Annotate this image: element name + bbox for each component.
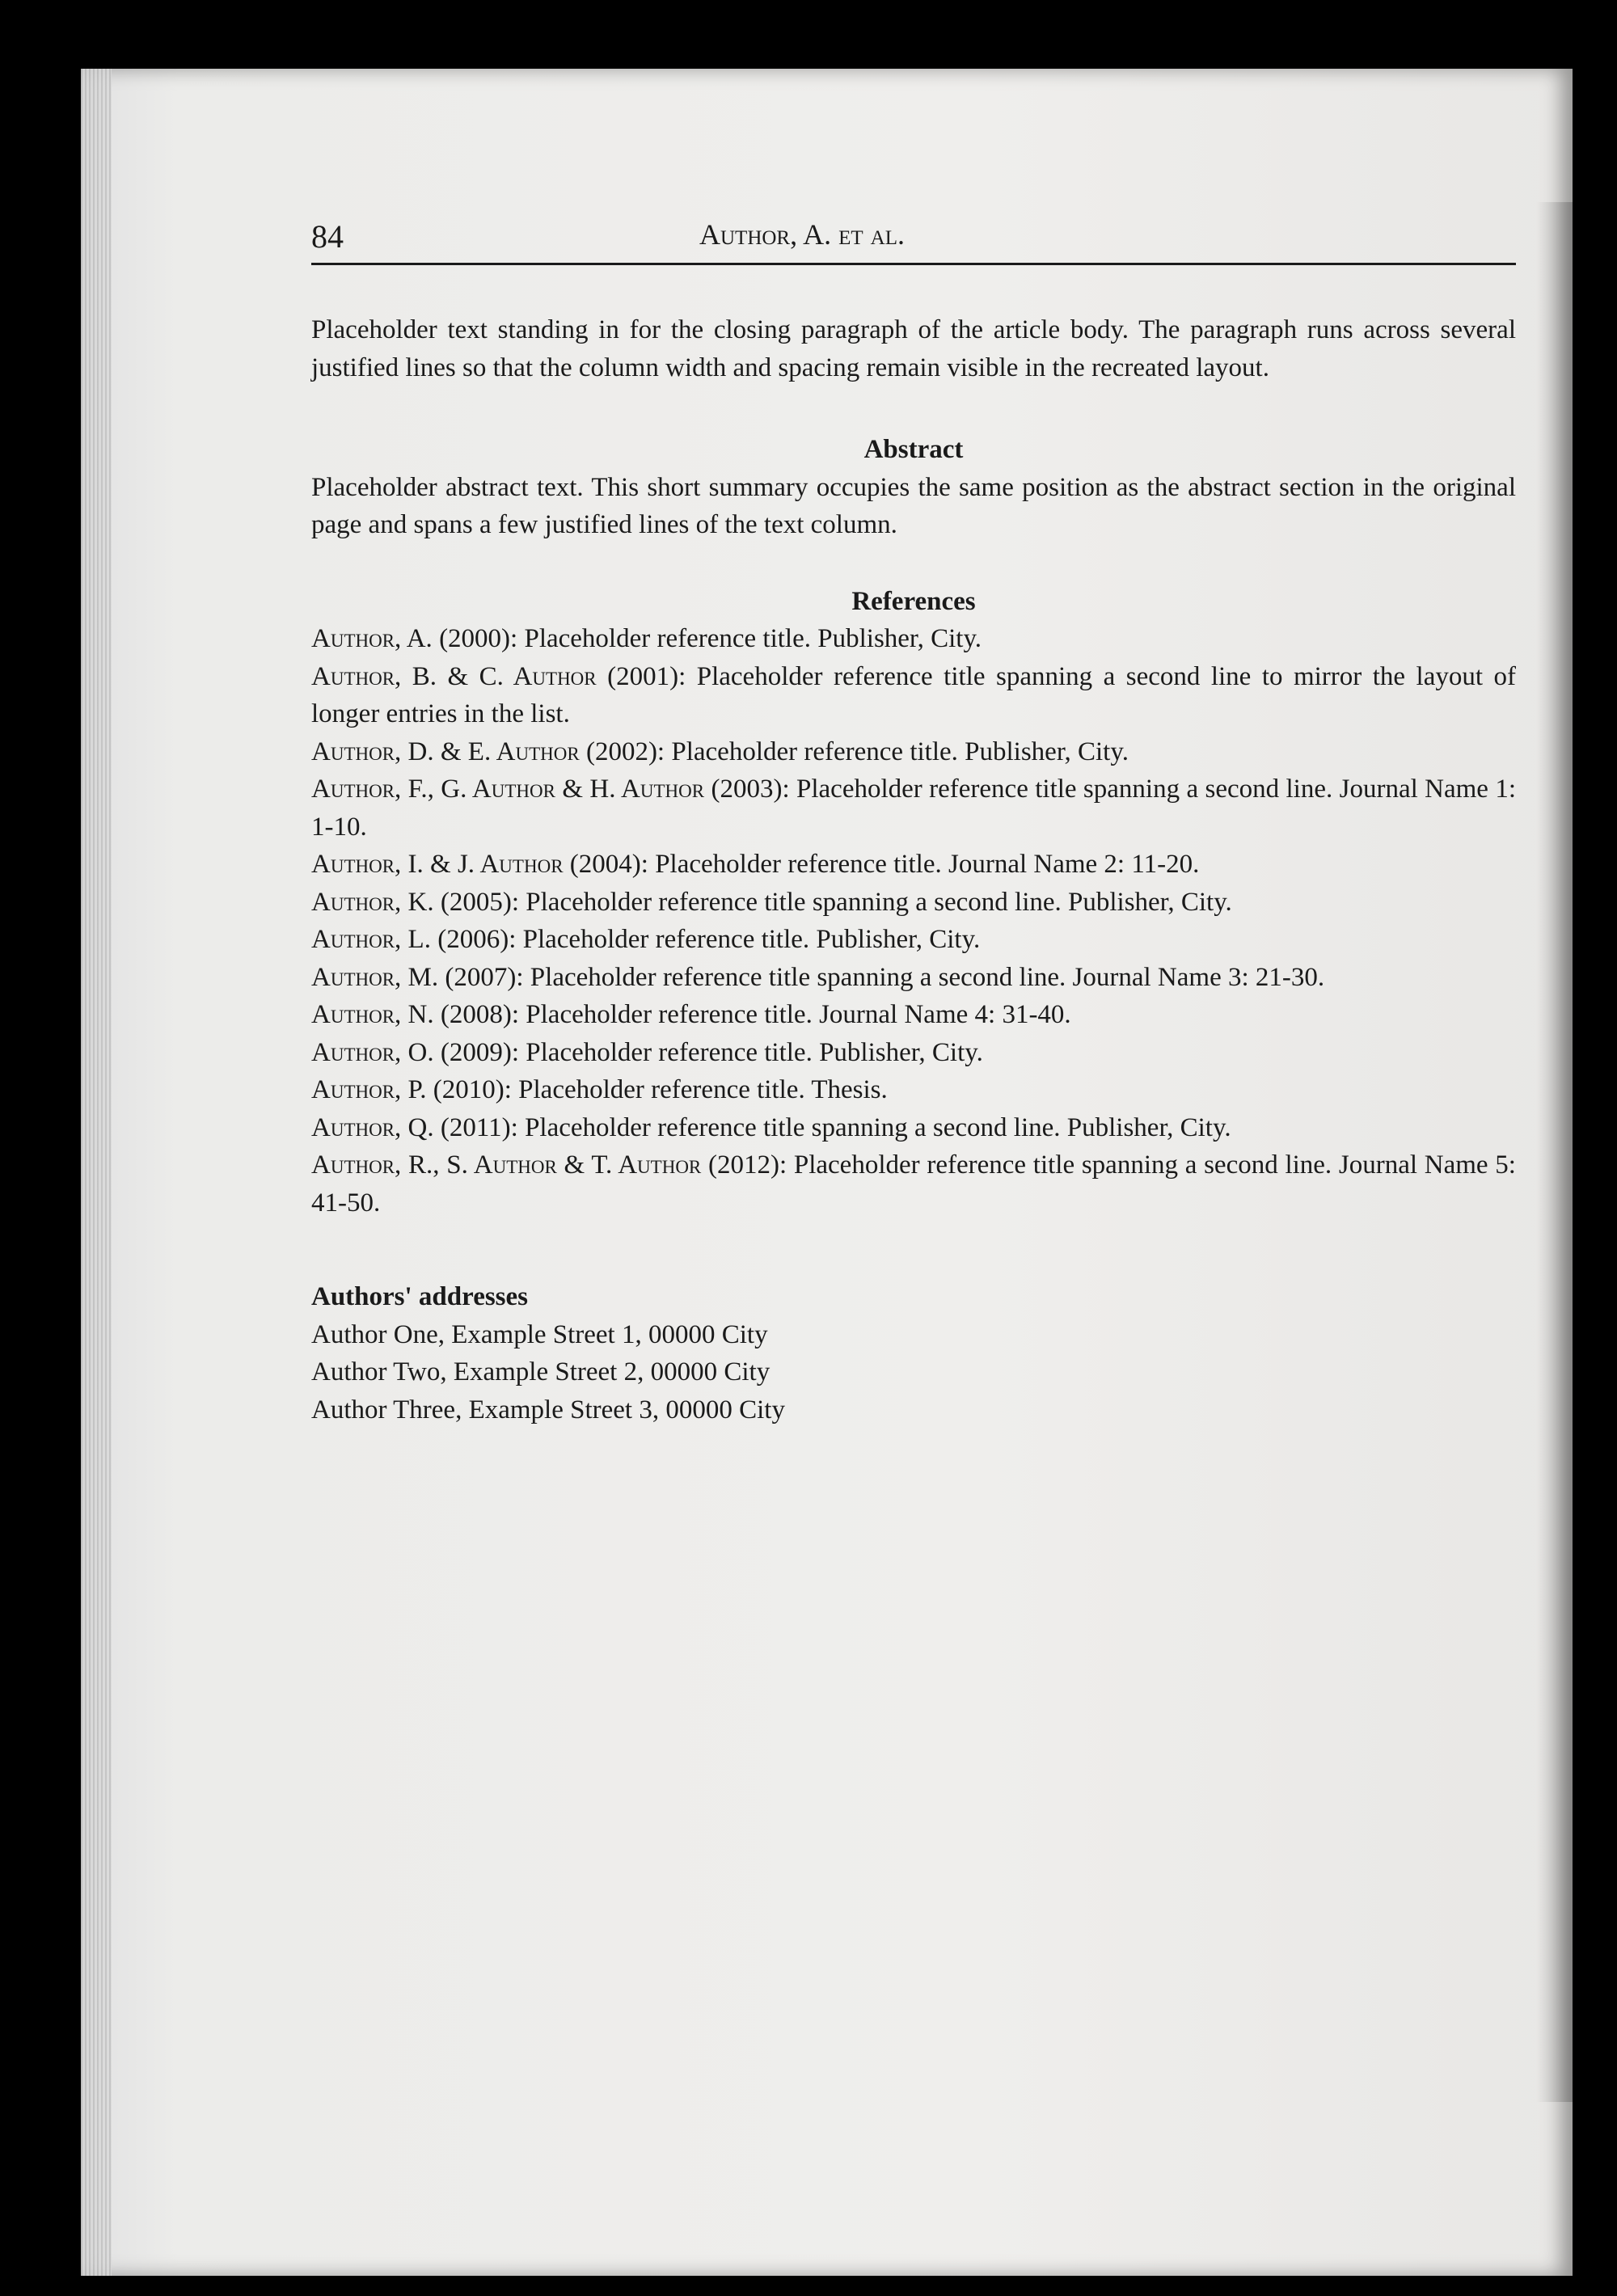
reference-authors: Author, B. & C. Author bbox=[311, 661, 597, 691]
reference-entry bbox=[311, 884, 1516, 922]
reference-text: (2007): Placeholder reference title spanning a second line. Journal Name 3: 21-30. bbox=[438, 962, 1325, 992]
references-heading: References bbox=[851, 586, 976, 616]
reference-entry bbox=[311, 996, 1516, 1034]
page-stack-edge bbox=[81, 69, 112, 2276]
abstract-text: Placeholder abstract text. This short summary occupies the same position as the abstract section in the original page and spans a few justified lines of the text column. bbox=[311, 472, 1516, 539]
reference-authors: Author, R., S. Author & T. Author bbox=[311, 1150, 702, 1180]
reference-authors: Author, P. bbox=[311, 1075, 427, 1104]
reference-text: (2012): Placeholder reference title spanning a second line. Journal Name 5: 41-50. bbox=[311, 1150, 1516, 1218]
gutter-shadow bbox=[1536, 202, 1573, 2102]
reference-authors: Author, M. bbox=[311, 962, 439, 992]
reference-entry bbox=[311, 1034, 1516, 1072]
reference-entry bbox=[311, 770, 1516, 846]
text-column bbox=[311, 311, 1516, 1429]
reference-text: (2010): Placeholder reference title. Thesis. bbox=[426, 1075, 888, 1104]
reference-entry bbox=[311, 620, 1516, 658]
reference-authors: Author, L. bbox=[311, 925, 431, 954]
reference-text: (2002): Placeholder reference title. Publisher, City. bbox=[579, 736, 1129, 766]
reference-authors: Author, D. & E. Author bbox=[311, 736, 580, 766]
reference-authors: Author, K. bbox=[311, 887, 434, 917]
reference-authors: Author, Q. bbox=[311, 1112, 434, 1142]
reference-authors: Author, A. bbox=[311, 624, 433, 653]
reference-authors: Author, O. bbox=[311, 1037, 434, 1067]
reference-text: (2000): Placeholder reference title. Publisher, City. bbox=[432, 624, 982, 653]
page-header bbox=[311, 214, 1516, 264]
reference-authors: Author, N. bbox=[311, 1000, 434, 1029]
reference-text: (2004): Placeholder reference title. Journal Name 2: 11-20. bbox=[563, 850, 1200, 879]
reference-text: (2005): Placeholder reference title spanning a second line. Publisher, City. bbox=[433, 887, 1232, 917]
address-line: Author One, Example Street 1, 00000 City bbox=[311, 1319, 768, 1349]
reference-text: (2011): Placeholder reference title spanning a second line. Publisher, City. bbox=[433, 1112, 1231, 1142]
reference-text: (2003): Placeholder reference title spanning a second line. Journal Name 1: 1-10. bbox=[311, 774, 1516, 842]
intro-paragraph: Placeholder text standing in for the closing paragraph of the article body. The paragraph runs across several justified lines so that the column width and spacing remain visible in the recreated layout. bbox=[311, 315, 1516, 382]
address-line: Author Two, Example Street 2, 00000 City bbox=[311, 1357, 771, 1386]
reference-authors: Author, F., G. Author & H. Author bbox=[311, 774, 705, 804]
abstract-heading: Abstract bbox=[863, 435, 964, 464]
reference-text: (2008): Placeholder reference title. Journal Name 4: 31-40. bbox=[433, 1000, 1071, 1029]
reference-entry bbox=[311, 1071, 1516, 1109]
page-number: 84 bbox=[311, 218, 344, 255]
address-list bbox=[311, 1316, 1516, 1429]
author-addresses bbox=[311, 1278, 1516, 1429]
reference-text: (2009): Placeholder reference title. Publisher, City. bbox=[433, 1037, 983, 1067]
header-rule bbox=[311, 263, 1516, 265]
reference-text: (2001): Placeholder reference title spanning a second line to mirror the layout of longer entries in the list. bbox=[311, 661, 1516, 728]
reference-authors: Author, I. & J. Author bbox=[311, 850, 564, 879]
addresses-heading: Authors' addresses bbox=[311, 1282, 529, 1311]
reference-entry bbox=[311, 959, 1516, 997]
reference-entry bbox=[311, 846, 1516, 884]
reference-entry bbox=[311, 1146, 1516, 1222]
reference-entry bbox=[311, 658, 1516, 733]
reference-entry bbox=[311, 733, 1516, 771]
running-head: Author, A. et al. bbox=[699, 218, 905, 251]
reference-entry bbox=[311, 1109, 1516, 1147]
address-line: Author Three, Example Street 3, 00000 City bbox=[311, 1395, 785, 1424]
reference-text: (2006): Placeholder reference title. Publisher, City. bbox=[430, 925, 981, 954]
reference-list bbox=[311, 620, 1516, 1222]
reference-entry bbox=[311, 921, 1516, 959]
